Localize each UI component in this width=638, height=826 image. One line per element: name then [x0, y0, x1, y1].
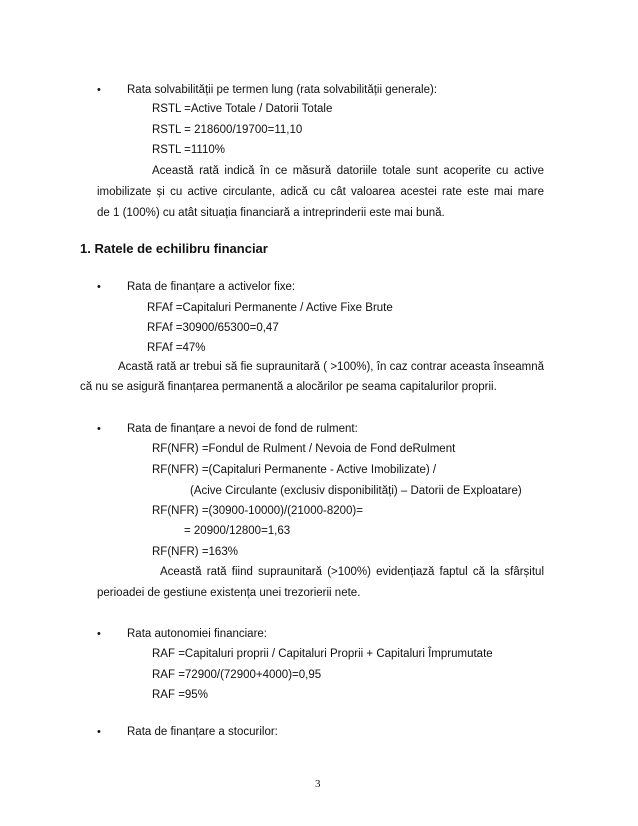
bullet-icon: •	[97, 628, 101, 640]
fixed-assets-paragraph-line-1: Acastă rată ar trebui să fie supraunitară ( >100%), în caz contrar aceasta înseamnă	[118, 361, 544, 373]
solvency-formula-1: RSTL =Active Totale / Datorii Totale	[152, 103, 333, 115]
nfr-title: Rata de finanțare a nevoi de fond de rulment:	[127, 423, 358, 435]
solvency-paragraph-line-1: Această rată indică în ce măsură datoriile totale sunt acoperite cu active	[152, 165, 544, 177]
bullet-icon: •	[97, 726, 101, 738]
fixed-assets-paragraph-line-2: că nu se asigură finanțarea permanentă a alocărilor pe seama capitalurilor proprii.	[80, 381, 497, 393]
fixed-assets-formula-2: RFAf =30900/65300=0,47	[147, 322, 279, 334]
solvency-title: Rata solvabilității pe termen lung (rata solvabilității generale):	[127, 84, 438, 96]
solvency-paragraph-line-3: de 1 (100%) cu atât situația financiară a intreprinderii este mai bună.	[97, 207, 445, 219]
bullet-icon: •	[97, 423, 101, 435]
nfr-paragraph-line-2: perioadei de gestiune existența unei trezorierii nete.	[97, 587, 361, 599]
solvency-paragraph-line-2: imobilizate și cu active circulante, adică cu cât valoarea acestei rate este mai mare	[97, 186, 544, 198]
autonomy-formula-3: RAF =95%	[152, 689, 208, 701]
nfr-formula-1: RF(NFR) =Fondul de Rulment / Nevoia de Fond deRulment	[152, 443, 456, 455]
solvency-formula-3: RSTL =1110%	[152, 144, 225, 156]
nfr-formula-5: = 20900/12800=1,63	[184, 525, 291, 537]
fixed-assets-formula-3: RFAf =47%	[147, 342, 206, 354]
fixed-assets-title: Rata de finanțare a activelor fixe:	[127, 281, 296, 293]
solvency-formula-2: RSTL = 218600/19700=11,10	[152, 124, 303, 136]
autonomy-formula-2: RAF =72900/(72900+4000)=0,95	[152, 669, 322, 681]
section-heading: 1. Ratele de echilibru financiar	[80, 241, 268, 256]
bullet-icon: •	[97, 84, 101, 96]
nfr-formula-3: (Acive Circulante (exclusiv disponibilități) – Datorii de Exploatare)	[190, 485, 522, 497]
nfr-formula-4: RF(NFR) =(30900-10000)/(21000-8200)=	[152, 505, 363, 517]
bullet-icon: •	[97, 281, 101, 293]
autonomy-title: Rata autonomiei financiare:	[127, 628, 267, 640]
fixed-assets-formula-1: RFAf =Capitaluri Permanente / Active Fixe Brute	[147, 302, 393, 314]
stocks-title: Rata de finanțare a stocurilor:	[127, 726, 278, 738]
nfr-paragraph-line-1: Această rată fiind supraunitară (>100%) evidențiază faptul că la sfârșitul	[160, 566, 544, 578]
nfr-formula-2: RF(NFR) =(Capitaluri Permanente - Active Imobilizate) /	[152, 464, 437, 476]
autonomy-formula-1: RAF =Capitaluri proprii / Capitaluri Proprii + Capitaluri Împrumutate	[152, 648, 493, 660]
page-number: 3	[315, 778, 321, 790]
nfr-formula-6: RF(NFR) =163%	[152, 546, 238, 558]
